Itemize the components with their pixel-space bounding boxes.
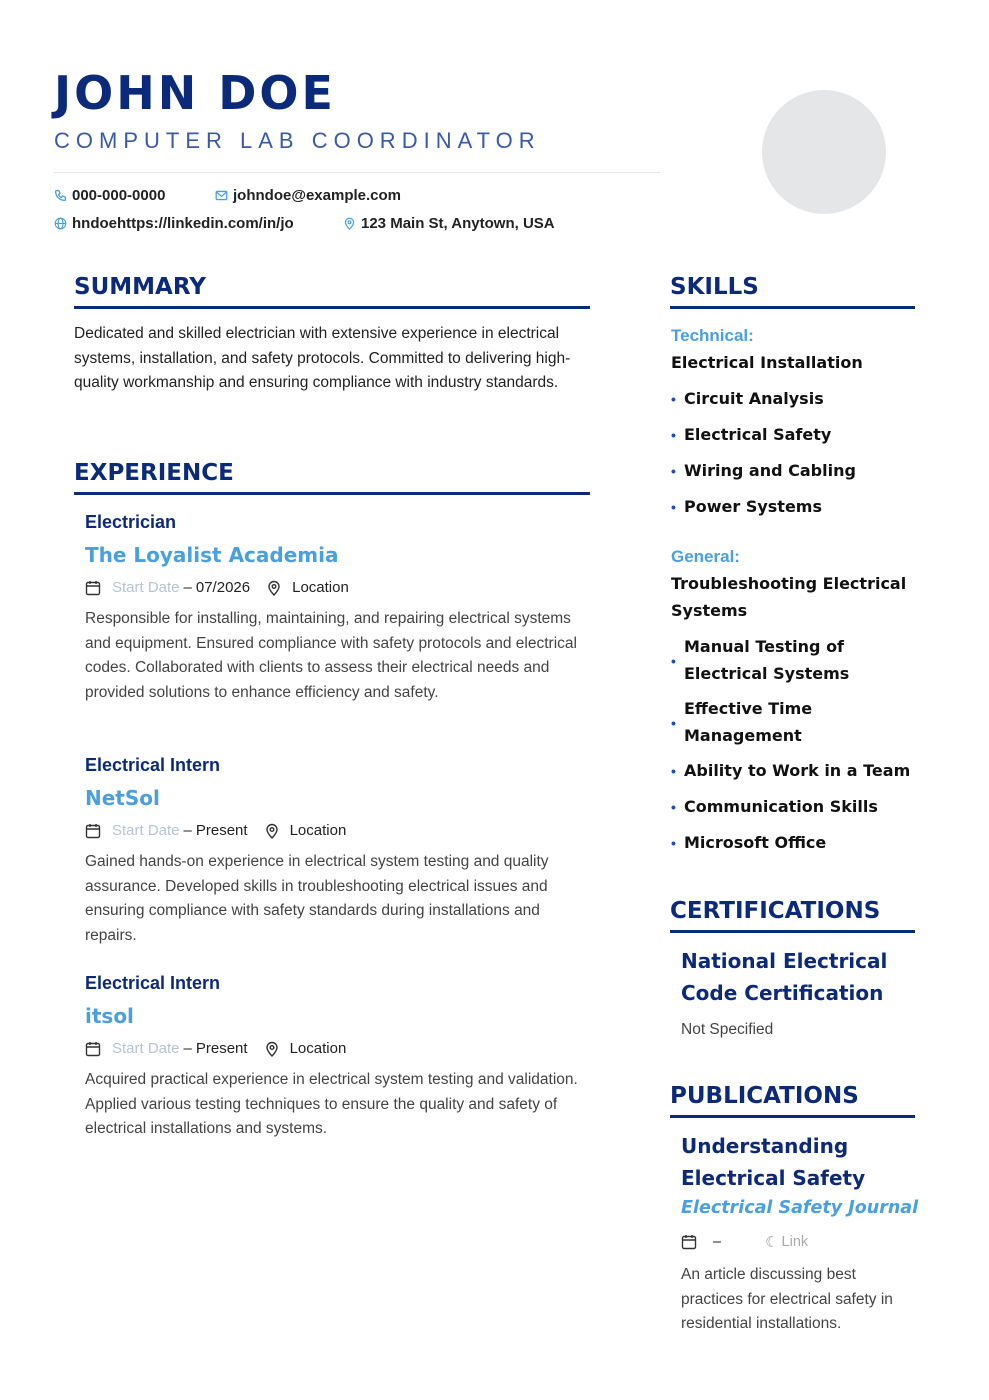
summary-heading: SUMMARY	[74, 274, 206, 300]
skill-item: • Power Systems	[671, 497, 822, 516]
link-icon: ☾	[765, 1234, 779, 1251]
experience-rule	[74, 492, 590, 495]
job-end-date: Present	[195, 1040, 248, 1057]
bullet-icon: •	[671, 799, 676, 816]
job-start-date: Start Date	[112, 1040, 180, 1057]
skill-item: • Circuit Analysis	[671, 389, 824, 408]
job-title: Electrician	[85, 512, 177, 532]
skill-item: • Ability to Work in a Team	[671, 761, 911, 780]
job-location: Location	[289, 1040, 347, 1057]
certification-status: Not Specified	[681, 1021, 774, 1038]
job-meta	[85, 822, 346, 839]
skill-item: Electrical Installation	[671, 353, 863, 372]
envelope-icon	[215, 189, 228, 202]
job-end-date: Present	[195, 822, 248, 839]
job-description: Responsible for installing, maintaining, and repairing electrical systems and equipment. Ensured compliance with safety protocols and electrical codes. Collaborated with clients to assess their electrical needs and provided solutions to enhance efficiency and safety.	[85, 610, 577, 701]
skill-item: • Wiring and Cabling	[671, 461, 856, 480]
publication-title: Understanding Electrical Safety	[681, 1134, 866, 1190]
skill-item: • Communication Skills	[671, 797, 878, 816]
bullet-icon: •	[671, 835, 676, 852]
skill-item: • Microsoft Office	[671, 833, 827, 852]
job-company: NetSol	[85, 786, 160, 810]
summary-text: Dedicated and skilled electrician with extensive experience in electrical systems, installation, and safety protocols. Committed to delivering high-quality workmanship and ensuring compliance with industry standards.	[74, 325, 571, 391]
date-separator: –	[713, 1234, 722, 1250]
job-description: Gained hands-on experience in electrical system testing and quality assurance. Developed skills in troubleshooting electrical issues and ensuring compliance with safety standards during installations and repairs.	[85, 853, 549, 944]
phone-text: 000-000-0000	[72, 187, 166, 204]
job-meta	[85, 579, 349, 596]
publication-link[interactable]: Link	[781, 1234, 809, 1250]
calendar-icon	[85, 823, 101, 839]
experience-heading: EXPERIENCE	[74, 460, 234, 486]
website-text[interactable]: hndoehttps://linkedin.com/in/jo	[72, 215, 294, 232]
header-divider	[54, 172, 660, 173]
skill-category-technical: Technical:	[671, 326, 754, 345]
bullet-icon: •	[671, 499, 676, 516]
email-text[interactable]: johndoe@example.com	[233, 187, 401, 204]
address-text: 123 Main St, Anytown, USA	[361, 215, 555, 232]
date-separator: –	[183, 579, 192, 596]
bullet-icon: •	[671, 763, 676, 780]
job-start-date: Start Date	[112, 579, 180, 596]
job-title: Electrical Intern	[85, 755, 221, 775]
date-separator: –	[183, 822, 192, 839]
calendar-icon	[681, 1234, 697, 1250]
candidate-role: COMPUTER LAB COORDINATOR	[54, 128, 541, 153]
bullet-icon: •	[671, 463, 676, 480]
job-meta	[85, 1040, 346, 1057]
publication-meta	[681, 1233, 808, 1251]
phone-icon	[54, 189, 67, 202]
job-company: The Loyalist Academia	[85, 543, 339, 567]
date-separator: –	[183, 1040, 192, 1057]
map-pin-icon	[266, 580, 282, 596]
contact-email[interactable]	[215, 187, 401, 204]
certification-name: National Electrical Code Certification	[681, 949, 888, 1005]
bullet-icon: •	[671, 652, 676, 669]
contact-address	[343, 215, 555, 232]
contact-phone	[54, 187, 165, 204]
job-title: Electrical Intern	[85, 973, 221, 993]
map-pin-icon	[343, 217, 356, 230]
publications-rule	[670, 1115, 915, 1118]
job-location: Location	[292, 579, 349, 596]
job-start-date: Start Date	[112, 822, 180, 839]
skill-item: Troubleshooting Electrical Systems	[671, 574, 907, 620]
candidate-name: JOHN DOE	[54, 66, 336, 120]
skill-item: • Effective Time Management	[671, 699, 813, 745]
job-company: itsol	[85, 1004, 134, 1028]
publications-heading: PUBLICATIONS	[670, 1083, 859, 1109]
calendar-icon	[85, 580, 101, 596]
job-description: Acquired practical experience in electrical system testing and validation. Applied various testing techniques to ensure the quality and safety of electrical installations and systems.	[85, 1071, 578, 1137]
skill-item: • Manual Testing of Electrical Systems	[671, 637, 850, 683]
bullet-icon: •	[671, 391, 676, 408]
certifications-heading: CERTIFICATIONS	[670, 898, 881, 924]
job-end-date: 07/2026	[195, 579, 251, 596]
globe-icon	[54, 217, 67, 230]
bullet-icon: •	[671, 427, 676, 444]
contact-website[interactable]	[54, 215, 294, 232]
skill-category-general: General:	[671, 547, 740, 566]
certifications-rule	[670, 930, 915, 933]
skills-rule	[670, 306, 915, 309]
skill-item: • Electrical Safety	[671, 425, 832, 444]
skills-heading: SKILLS	[670, 274, 759, 300]
bullet-icon: •	[671, 714, 676, 731]
calendar-icon	[85, 1041, 101, 1057]
publication-journal: Electrical Safety Journal	[681, 1198, 919, 1218]
map-pin-icon	[264, 823, 280, 839]
job-location: Location	[289, 822, 347, 839]
map-pin-icon	[264, 1041, 280, 1057]
summary-rule	[74, 306, 590, 309]
publication-description: An article discussing best practices for electrical safety in residential installations.	[681, 1266, 893, 1332]
profile-photo	[762, 90, 886, 214]
